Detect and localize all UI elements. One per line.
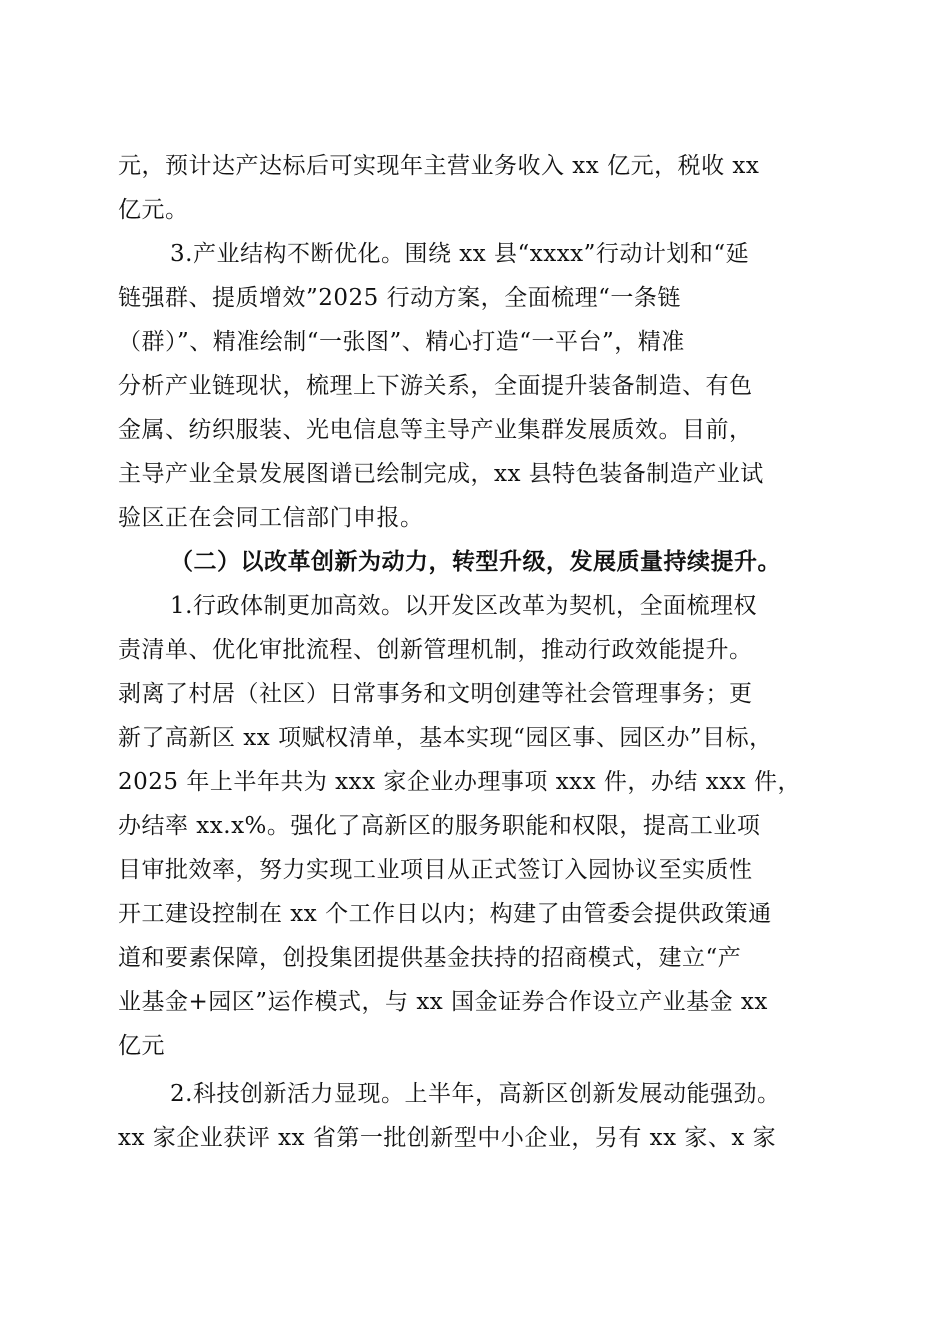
text-line: 目审批效率，努力实现工业项目从正式签订入园协议至实质性 — [118, 857, 753, 883]
text-line: 责清单、优化审批流程、创新管理机制，推动行政效能提升。 — [118, 637, 753, 663]
text-line: 新了高新区 xx 项赋权清单，基本实现“园区事、园区办”目标， — [118, 725, 773, 751]
text-line: 亿元。 — [118, 197, 189, 223]
paragraph-start-line: 2.科技创新活力显现。上半年，高新区创新发展动能强劲。 — [170, 1081, 781, 1107]
text-line: 2025 年上半年共为 xxx 家企业办理事项 xxx 件，办结 xxx 件， — [118, 769, 801, 795]
text-line: 办结率 xx.x%。强化了高新区的服务职能和权限，提高工业项 — [118, 813, 761, 839]
text-line: 业基金+园区”运作模式，与 xx 国金证券合作设立产业基金 xx — [118, 989, 768, 1015]
text-line: xx 家企业获评 xx 省第一批创新型中小企业，另有 xx 家、x 家 — [118, 1125, 777, 1151]
paragraph-start-line: 3.产业结构不断优化。围绕 xx 县“xxxx”行动计划和“延 — [170, 241, 750, 267]
text-line: 验区正在会同工信部门申报。 — [118, 505, 424, 531]
text-line: 分析产业链现状，梳理上下游关系，全面提升装备制造、有色 — [118, 373, 753, 399]
text-line: 开工建设控制在 xx 个工作日以内；构建了由管委会提供政策通 — [118, 901, 772, 927]
paragraph-start-line: 1.行政体制更加高效。以开发区改革为契机，全面梳理权 — [170, 593, 757, 619]
text-line: 道和要素保障，创投集团提供基金扶持的招商模式，建立“产 — [118, 945, 742, 971]
text-line: 元，预计达产达标后可实现年主营业务收入 xx 亿元，税收 xx — [118, 153, 760, 179]
text-line: 链强群、提质增效”2025 行动方案，全面梳理“一条链 — [118, 285, 681, 311]
text-line: 剥离了村居（社区）日常事务和文明创建等社会管理事务；更 — [118, 681, 753, 707]
text-line: 金属、纺织服装、光电信息等主导产业集群发展质效。目前， — [118, 417, 753, 443]
text-line: 亿元 — [118, 1033, 165, 1059]
text-line: 主导产业全景发展图谱已绘制完成，xx 县特色装备制造产业试 — [118, 461, 764, 487]
text-line: （群）”、精准绘制“一张图”、精心打造“一平台”，精准 — [118, 329, 685, 355]
section-heading: （二）以改革创新为动力，转型升级，发展质量持续提升。 — [170, 548, 781, 575]
